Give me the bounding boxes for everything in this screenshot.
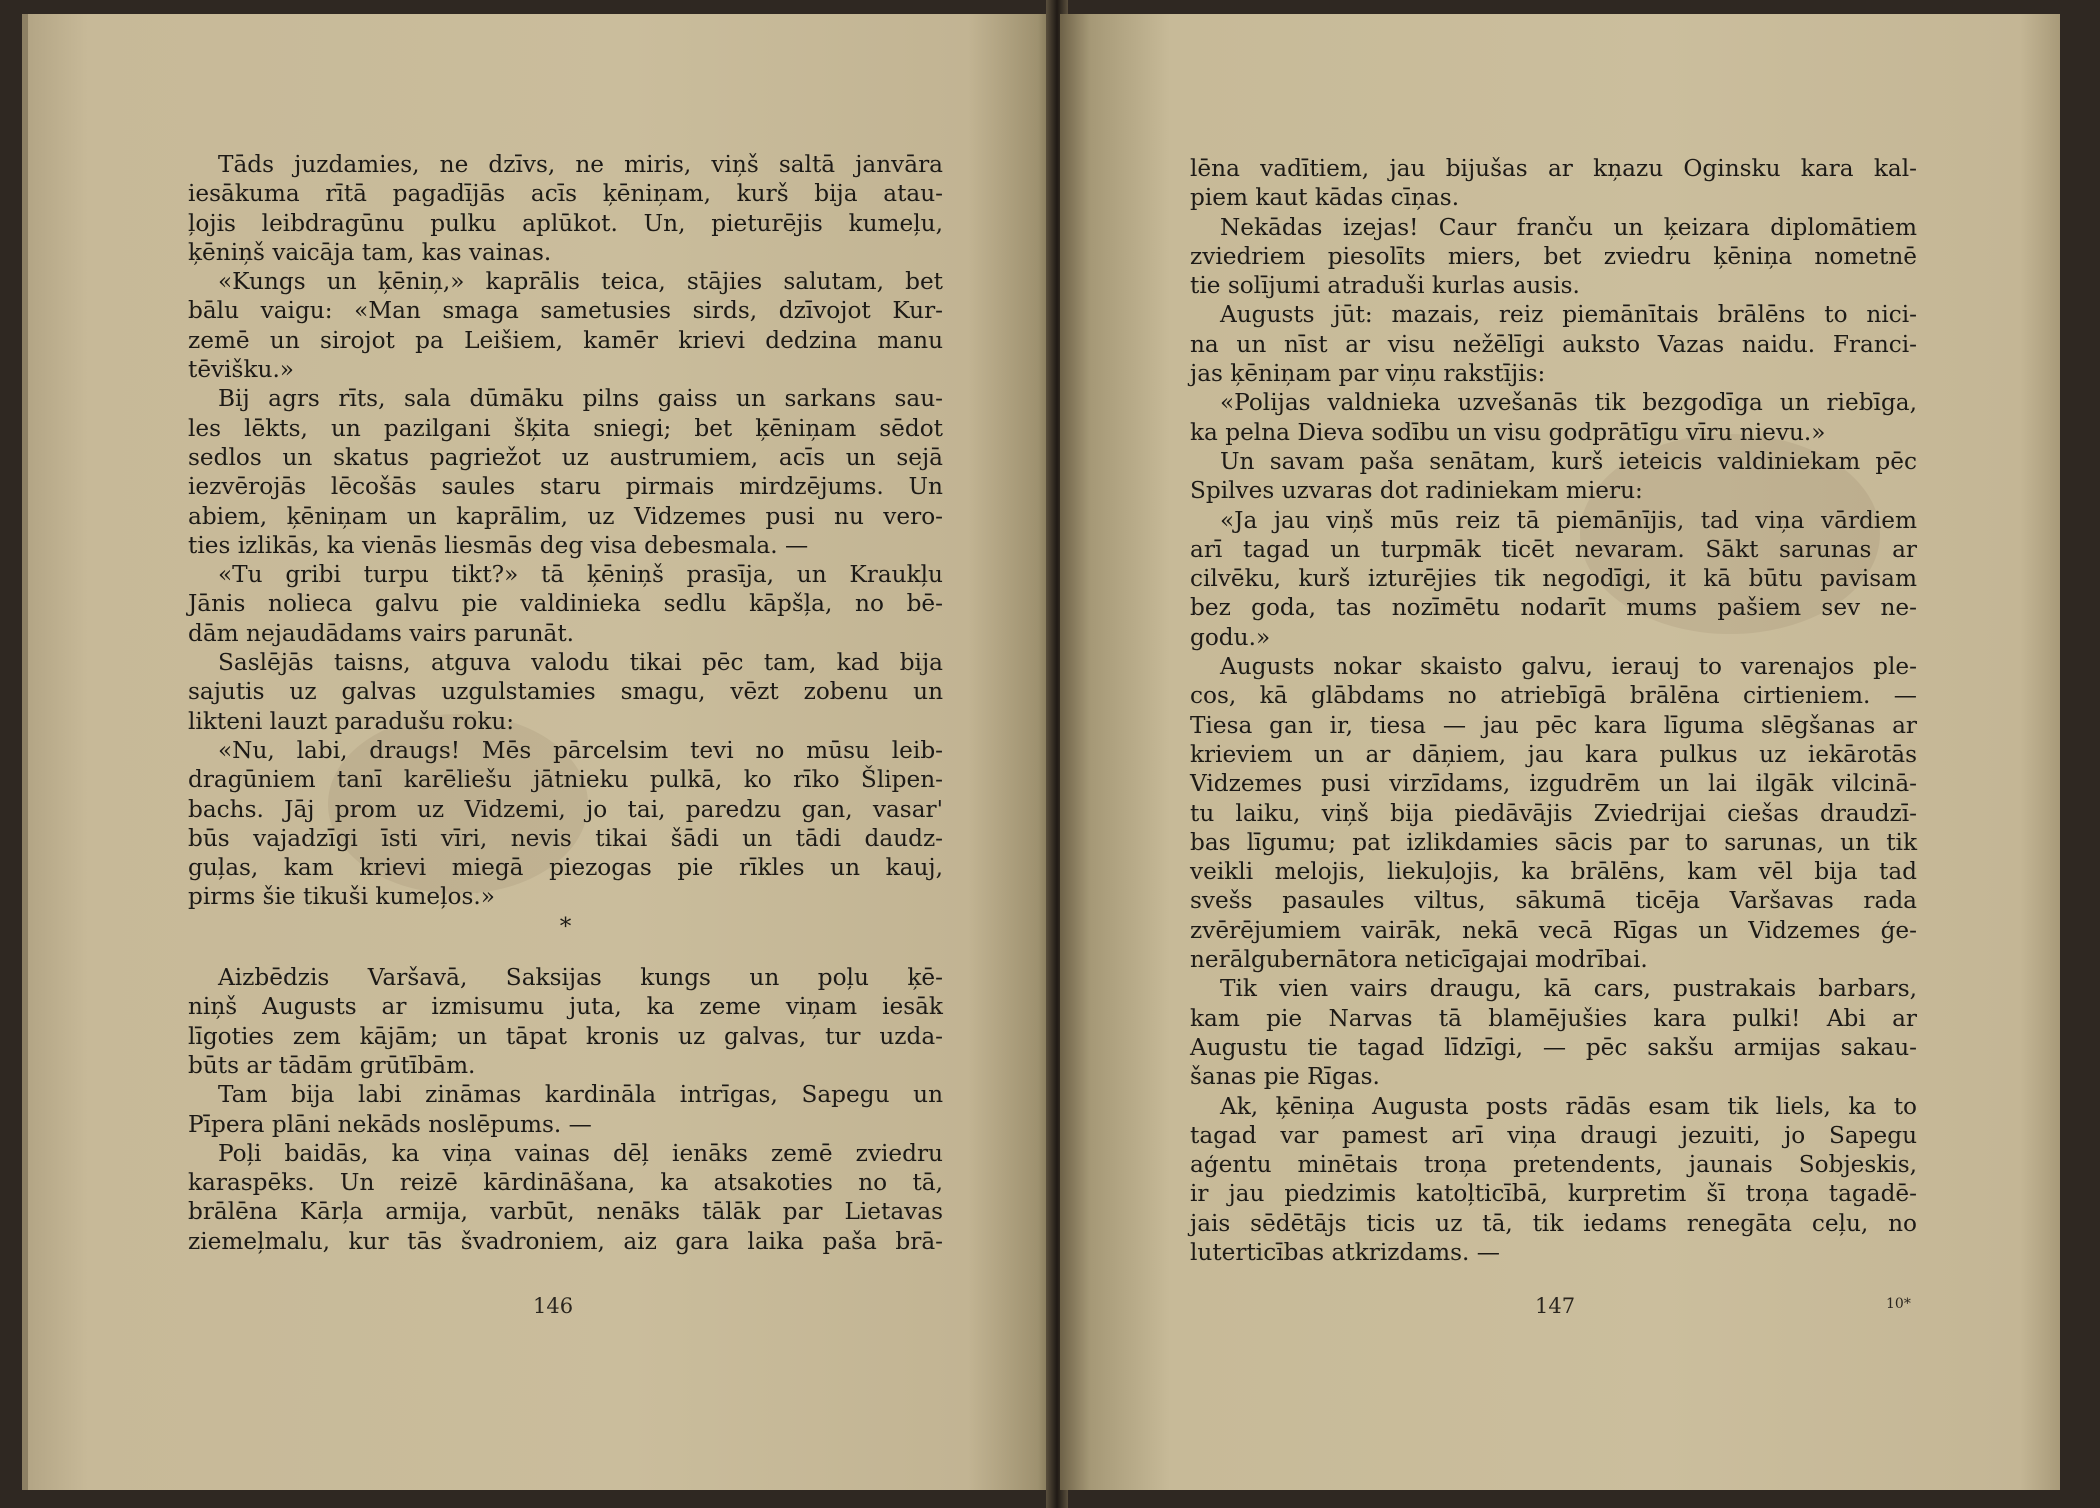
text-line: veikli melojis, liekuļojis, ka brālēns, kam vēl bija tad — [1190, 858, 1917, 886]
text-line: Saslējās taisns, atguva valodu tikai pēc tam, kad bija — [218, 649, 943, 677]
text-line: krieviem un ar dāņiem, jau kara pulkus uz iekārotās — [1190, 740, 1917, 768]
text-line: Nekādas izejas! Caur franču un ķeizara diplomātiem — [1220, 213, 1917, 241]
text-line: Augustu tie tagad līdzīgi, — pēc sakšu armijas sakau- — [1190, 1033, 1917, 1061]
text-line: Tiesa gan ir, tiesa — jau pēc kara līguma slēgšanas ar — [1190, 711, 1917, 739]
text-line: ka pelna Dieva sodību un visu godprātīgu vīru nievu.» — [1190, 418, 1826, 446]
text-line: būs vajadzīgi īsti vīri, nevis tikai šādi un tādi daudz- — [188, 824, 943, 852]
text-line: Tam bija labi zināmas kardināla intrīgas, Sapegu un — [218, 1081, 943, 1109]
text-line: brālēna Kārļa armija, varbūt, nenāks tālāk par Lietavas — [188, 1198, 943, 1226]
text-line: līgoties zem kājām; un tāpat kronis uz galvas, tur uzda- — [188, 1022, 943, 1050]
text-line: «Ja jau viņš mūs reiz tā piemānījis, tad viņa vārdiem — [1220, 506, 1917, 534]
text-line: Poļi baidās, ka viņa vainas dēļ ienāks zemē zviedru — [218, 1139, 943, 1167]
text-line: ķēniņš vaicāja tam, kas vainas. — [188, 238, 552, 266]
text-line: cos, kā glābdams no atriebīgā brālēna cirtieniem. — — [1190, 682, 1917, 710]
left-page — [22, 14, 1052, 1490]
text-line: Tik vien vairs draugu, kā cars, pustrakais barbars, — [1220, 975, 1917, 1003]
text-line: «Polijas valdnieka uzvešanās tik bezgodīga un riebīga, — [1220, 389, 1917, 417]
text-line: tagad var pamest arī viņa draugi jezuiti, jo Sapegu — [1190, 1121, 1917, 1149]
text-line: bas līgumu; pat izlikdamies sācis par to sarunas, un tik — [1190, 828, 1917, 856]
text-line: «Tu gribi turpu tikt?» tā ķēniņš prasīja, un Kraukļu — [218, 561, 943, 589]
text-line: kam pie Narvas tā blamējušies kara pulki! Abi ar — [1190, 1004, 1917, 1032]
text-line: svešs pasaules viltus, sākumā ticēja Varšavas rada — [1190, 887, 1917, 915]
text-line: ļojis leibdragūnu pulku aplūkot. Un, pieturējis kumeļu, — [188, 209, 943, 237]
text-line: abiem, ķēniņam un kaprālim, uz Vidzemes pusi nu vero- — [188, 502, 943, 530]
text-line: Bij agrs rīts, sala dūmāku pilns gaiss un sarkans sau- — [218, 385, 943, 413]
text-line: godu.» — [1190, 623, 1271, 651]
text-line: būts ar tādām grūtībām. — [188, 1051, 476, 1079]
text-line: dām nejaudādams vairs parunāt. — [188, 619, 575, 647]
text-line: pirms šie tikuši kumeļos.» — [188, 883, 495, 911]
text-line: sedlos un skatus pagriežot uz austrumiem, acīs un sejā — [188, 443, 943, 471]
text-line: tēvišku.» — [188, 356, 294, 384]
text-line: karaspēks. Un reizē kārdināšana, ka atsakoties no tā, — [188, 1169, 943, 1197]
text-line: iesākuma rītā pagadījās acīs ķēniņam, kurš bija atau- — [188, 180, 943, 208]
text-line: zvērējumiem vairāk, nekā vecā Rīgas un Vidzemes ģe- — [1190, 916, 1917, 944]
text-line: ziemeļmalu, kur tās švadroniem, aiz gara laika paša brā- — [188, 1227, 943, 1255]
text-line: niņš Augusts ar izmisumu juta, ka zeme viņam iesāk — [188, 993, 943, 1021]
text-line: nerālgubernātora neticīgajai modrībai. — [1190, 946, 1648, 974]
text-line: Pīpera plāni nekāds noslēpums. — — [188, 1110, 592, 1138]
text-line: Augusts nokar skaisto galvu, ierauj to varenajos ple- — [1220, 653, 1917, 681]
paragraph-gap — [188, 941, 943, 963]
text-line: Spilves uzvaras dot radiniekam mieru: — [1190, 477, 1643, 505]
text-line: ties izlikās, ka vienās liesmās deg visa debesmala. — — [188, 531, 809, 559]
text-line: «Nu, labi, draugs! Mēs pārcelsim tevi no mūsu leib- — [218, 736, 943, 764]
text-line: bez goda, tas nozīmētu nodarīt mums pašiem sev ne- — [1190, 594, 1917, 622]
text-line: Tāds juzdamies, ne dzīvs, ne miris, viņš saltā janvāra — [218, 151, 943, 178]
text-line: zviedriem piesolīts miers, bet zviedru ķēniņa nometnē — [1190, 242, 1917, 270]
text-line: sajutis uz galvas uzgulstamies smagu, vēzt zobenu un — [188, 678, 943, 706]
left-page-text — [188, 150, 943, 1256]
text-line: na un nīst ar visu nežēlīgi auksto Vazas naidu. Franci- — [1190, 330, 1917, 358]
text-line: bachs. Jāj prom uz Vidzemi, jo tai, paredzu gan, vasar' — [188, 795, 943, 823]
text-line: iezvērojās lēcošās saules staru pirmais mirdzējums. Un — [188, 473, 943, 501]
text-line: aģentu minētais troņa pretendents, jaunais Sobjeskis, — [1190, 1151, 1917, 1179]
text-line: Jānis nolieca galvu pie valdinieka sedlu kāpšļa, no bē- — [188, 590, 943, 618]
text-line: cilvēku, kurš izturējies tik negodīgi, it kā būtu pavisam — [1190, 565, 1917, 593]
text-line: Aizbēdzis Varšavā, Saksijas kungs un poļu ķē- — [218, 964, 943, 992]
page-number-right: 147 — [1535, 1294, 1576, 1318]
text-line: Vidzemes pusi virzīdams, izgudrēm un lai ilgāk vilcinā- — [1190, 770, 1917, 798]
text-line: les lēkts, un pazilgani šķita sniegi; bet ķēniņam sēdot — [188, 414, 943, 442]
text-line: Augusts jūt: mazais, reiz piemānītais brālēns to nici- — [1220, 301, 1917, 329]
text-line: bālu vaigu: «Man smaga sametusies sirds, dzīvojot Kur- — [188, 297, 943, 325]
text-line: zemē un sirojot pa Leišiem, kamēr krievi dedzina manu — [188, 326, 943, 354]
text-line: jas ķēniņam par viņu rakstījis: — [1190, 360, 1546, 388]
text-line: Ak, ķēniņa Augusta posts rādās esam tik liels, ka to — [1220, 1092, 1917, 1120]
text-line: tie solījumi atraduši kurlas ausis. — [1190, 272, 1580, 300]
text-line: arī tagad un turpmāk ticēt nevaram. Sākt sarunas ar — [1190, 535, 1917, 563]
text-line: piem kaut kādas cīņas. — [1190, 184, 1460, 212]
text-line: ir jau piedzimis katoļticībā, kurpretim šī troņa tagadē- — [1190, 1180, 1917, 1208]
page-number-left: 146 — [533, 1294, 574, 1318]
text-line: luterticības atkrizdams. — — [1190, 1238, 1500, 1266]
text-line: jais sēdētājs ticis uz tā, tik iedams renegāta ceļu, no — [1190, 1209, 1917, 1237]
right-page-text — [1190, 154, 1917, 1267]
text-line: dragūniem tanī karēliešu jātnieku pulkā, ko rīko Šlipen- — [188, 766, 943, 794]
text-line: šanas pie Rīgas. — [1190, 1063, 1380, 1091]
text-line: «Kungs un ķēniņ,» kaprālis teica, stājies salutam, bet — [218, 268, 943, 296]
text-line: tu laiku, viņš bija piedāvājis Zviedrijai ciešas draudzī- — [1190, 799, 1917, 827]
text-line: likteni lauzt paradušu roku: — [188, 707, 515, 735]
text-line: guļas, kam krievi miegā piezogas pie rīkles un kauj, — [188, 854, 943, 882]
text-line: Un savam paša senātam, kurš ieteicis valdiniekam pēc — [1220, 447, 1917, 475]
text-line: lēna vadītiem, jau bijušas ar kņazu Oginsku kara kal- — [1190, 155, 1917, 182]
right-page — [1060, 14, 2060, 1490]
signature-mark: 10* — [1886, 1296, 1911, 1312]
section-separator: * — [559, 912, 572, 940]
